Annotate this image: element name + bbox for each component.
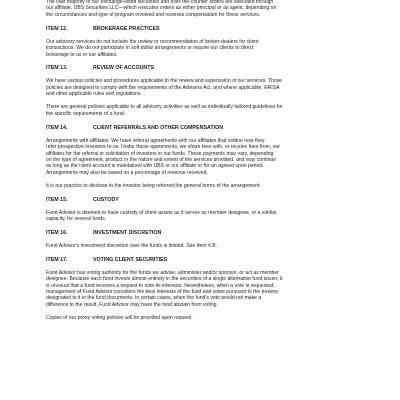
brokerage-practices-paragraph: Our advisory services do not include the review or recommendation of broker-dealers for client transactions. We do not participate in soft dollar arrangements or require our clients to direct brokerage to us or our affiliates. [46, 38, 259, 58]
client-referrals-paragraph-2: It is our practice to disclose to the investor being referred the general terms of the arrangement. [46, 182, 261, 189]
review-of-accounts-paragraph-2: There are general policies applicable to all advisory activities as well as individually tailored guidelines for the specific requirements of a fund. [46, 104, 283, 117]
voting-securities-paragraph-1: Fund Advisor has voting authority for the funds we advise, administer and/or sponsor, or act as member designee. Because each fund invests almost entirely in the securities of a single alternative fund issuer, it is unusual that a fund receives a request to vote its interests. Nevertheless, when a vote is requested, management of Fund Advisor considers the best interests of the fund and votes pursuant to the powers designated to it in the fund documents. In certain cases, when the fund's vote would not make a difference to the result, Fund Advisor may have the fund abstain from voting. [46, 269, 283, 308]
item-title: INVESTMENT DISCRETION [93, 229, 162, 236]
item-title: CLIENT REFERRALS AND OTHER COMPENSATION [93, 124, 224, 131]
investment-discretion-paragraph: Fund Advisor's investment discretion over the funds is limited. See Item 4.B. [46, 242, 218, 249]
item-title: BROKERAGE PRACTICES [93, 25, 160, 32]
intro-paragraph: The vast majority of our exchange-listed securities and over-the-counter orders are executed through our affiliate, UBS Securities LLC—which executes orders as either principal or as agent, depending on the circumstances and type of program involved and receives compensation for those services. [46, 0, 277, 18]
item-number: ITEM 13. [46, 65, 68, 72]
item-title: REVIEW OF ACCOUNTS [93, 65, 155, 72]
item-13-heading [46, 65, 364, 72]
custody-paragraph: Fund Advisor is deemed to have custody of client assets as it serves as member designee, or a similar capacity, for several funds. [46, 209, 277, 223]
item-number: ITEM 16. [46, 229, 68, 236]
item-number: ITEM 17. [46, 256, 68, 263]
item-17-heading [46, 257, 364, 264]
item-number: ITEM 12. [46, 25, 68, 32]
voting-securities-paragraph-2: Copies of our proxy voting policies will be provided upon request. [46, 314, 193, 321]
item-title: VOTING CLIENT SECURITIES [93, 256, 168, 263]
document-page [46, 0, 364, 400]
item-16-heading [46, 230, 364, 237]
item-15-heading [46, 197, 364, 204]
item-12-heading [46, 26, 364, 33]
item-number: ITEM 15. [46, 196, 68, 203]
item-title: CUSTODY [93, 196, 119, 203]
item-14-heading [46, 125, 364, 132]
client-referrals-paragraph-1: Arrangements with affiliates: We have referral agreements with our affiliates that outline how they refer prospective investors to us. Under those agreements, we share fees with, or receive fees from, our affiliates for the referral or solicitation of investors in our funds. These payments may vary, depending on the type of agreement, product or the nature and extent of the services provided, and may continue as long as the client account is maintained with UBS or our affiliate or for an agreed upon period. Arrangements may also be based on a percentage of revenue received. [46, 137, 281, 176]
item-number: ITEM 14. [46, 124, 68, 131]
review-of-accounts-paragraph-1: We have various policies and procedures applicable to the review and supervision of our services. Those policies are designed to comply with the requirements of the Advisers Act, and where applicable, ERISA and other applicable rules and regulations. [46, 78, 283, 98]
